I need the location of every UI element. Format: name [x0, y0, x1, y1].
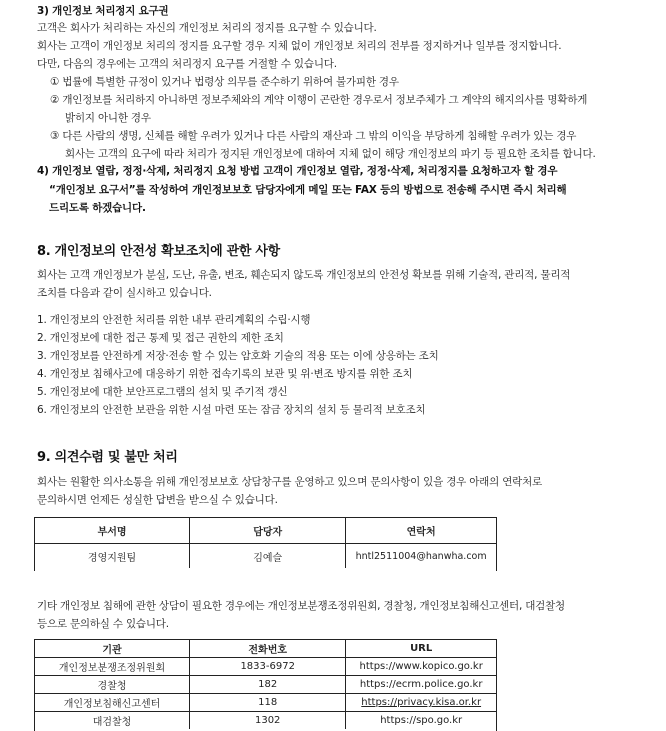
paragraph-line: 회사는 원활한 의사소통을 위해 개인정보보호 상담창구를 운영하고 있으며 문의사항이 있을 경우 아래의 연락처로: [37, 476, 542, 488]
list-item: 5. 개인정보에 대한 보안프로그램의 설치 및 주기적 갱신: [37, 386, 288, 398]
table-row: [35, 676, 497, 694]
cell-person: 김예슬: [190, 544, 346, 569]
table-row: [35, 658, 497, 676]
header-contact: 연락처: [346, 518, 497, 544]
cell-agency: 경찰청: [35, 676, 190, 694]
table-row: [35, 544, 497, 569]
list-item: 4. 개인정보 침해사고에 대응하기 위한 접속기록의 보관 및 위·변조 방지를 위한 조치: [37, 368, 413, 380]
subsection-title: 4) 개인정보 열람, 정정·삭제, 처리정지 요청 방법 고객이 개인정보 열람, 정정·삭제, 처리정지를 요청하고자 할 경우: [37, 165, 558, 177]
table-header-row: [35, 518, 497, 544]
agency-url-link[interactable]: https://privacy.kisa.or.kr: [346, 694, 497, 712]
paragraph-line: 기타 개인정보 침해에 관한 상담이 필요한 경우에는 개인정보분쟁조정위원회, 경찰청, 개인정보침해신고센터, 대검찰청: [37, 600, 565, 612]
cell-phone: 1833-6972: [190, 658, 346, 676]
header-agency: 기관: [35, 640, 190, 658]
header-url: URL: [346, 640, 497, 658]
cell-agency: 대검찰청: [35, 712, 190, 730]
table-corner-tick: [496, 727, 497, 731]
table-header-row: [35, 640, 497, 658]
paragraph-line: 회사는 고객의 요구에 따라 처리가 정지된 개인정보에 대하여 지체 없이 해당 개인정보의 파기 등 필요한 조치를 합니다.: [65, 148, 596, 160]
agency-table: [34, 639, 497, 729]
table-row: [35, 694, 497, 712]
header-person: 담당자: [190, 518, 346, 544]
paragraph-line: 고객은 회사가 처리하는 자신의 개인정보 처리의 정지를 요구할 수 있습니다.: [37, 22, 377, 34]
subsection-title: 3) 개인정보 처리정지 요구권: [37, 5, 169, 17]
contact-table: [34, 517, 497, 568]
paragraph-line: 문의하시면 언제든 성실한 답변을 받으실 수 있습니다.: [37, 494, 278, 506]
section-title: 9. 의견수렴 및 불만 처리: [37, 450, 178, 465]
header-phone: 전화번호: [190, 640, 346, 658]
paragraph-line: “개인정보 요구서”를 작성하여 개인정보보호 담당자에게 메일 또는 FAX 등의 방법으로 전송해 주시면 즉시 처리해: [49, 184, 567, 196]
cell-agency: 개인정보분쟁조정위원회: [35, 658, 190, 676]
list-item: 2. 개인정보에 대한 접근 통제 및 접근 권한의 제한 조치: [37, 332, 284, 344]
section-title: 8. 개인정보의 안전성 확보조치에 관한 사항: [37, 244, 280, 259]
exception-item-2: ② 개인정보를 처리하지 아니하면 정보주체와의 계약 이행이 곤란한 경우로서 정보주체가 그 계약의 해지의사를 명확하게: [50, 94, 588, 106]
cell-phone: 182: [190, 676, 346, 694]
agency-url-link[interactable]: https://spo.go.kr: [346, 712, 497, 730]
table-corner-tick: [34, 727, 35, 731]
exception-item-2-cont: 밝히지 아니한 경우: [65, 112, 151, 124]
cell-phone: 1302: [190, 712, 346, 730]
paragraph-line: 회사는 고객 개인정보가 분실, 도난, 유출, 변조, 훼손되지 않도록 개인정보의 안전성 확보를 위해 기술적, 관리적, 물리적: [37, 269, 571, 281]
exception-item-1: ① 법률에 특별한 규정이 있거나 법령상 의무를 준수하기 위하여 불가피한 경우: [50, 76, 399, 88]
header-department: 부서명: [35, 518, 190, 544]
cell-department: 경영지원팀: [35, 544, 190, 569]
paragraph-line: 등으로 문의하실 수 있습니다.: [37, 618, 169, 630]
agency-url-link[interactable]: https://ecrm.police.go.kr: [346, 676, 497, 694]
list-item: 6. 개인정보의 안전한 보관을 위한 시설 마련 또는 잠금 장치의 설치 등 물리적 보호조치: [37, 404, 426, 416]
contact-email-link[interactable]: hntl2511004@hanwha.com: [346, 544, 497, 569]
table-corner-tick: [496, 567, 497, 571]
table-row: [35, 712, 497, 730]
cell-phone: 118: [190, 694, 346, 712]
cell-agency: 개인정보침해신고센터: [35, 694, 190, 712]
agency-url-link[interactable]: https://www.kopico.go.kr: [346, 658, 497, 676]
exception-item-3: ③ 다른 사람의 생명, 신체를 해할 우려가 있거나 다른 사람의 재산과 그 밖의 이익을 부당하게 침해할 우려가 있는 경우: [50, 130, 577, 142]
paragraph-line: 드리도록 하겠습니다.: [49, 202, 146, 214]
table-corner-tick: [34, 567, 35, 571]
paragraph-line: 회사는 고객이 개인정보 처리의 정지를 요구할 경우 지체 없이 개인정보 처리의 전부를 정지하거나 일부를 정지합니다.: [37, 40, 562, 52]
list-item: 3. 개인정보를 안전하게 저장·전송 할 수 있는 암호화 기술의 적용 또는 이에 상응하는 조치: [37, 350, 439, 362]
list-item: 1. 개인정보의 안전한 처리를 위한 내부 관리계획의 수립·시행: [37, 314, 311, 326]
paragraph-line: 다만, 다음의 경우에는 고객의 처리정지 요구를 거절할 수 있습니다.: [37, 58, 337, 70]
paragraph-line: 조치를 다음과 같이 실시하고 있습니다.: [37, 287, 212, 299]
